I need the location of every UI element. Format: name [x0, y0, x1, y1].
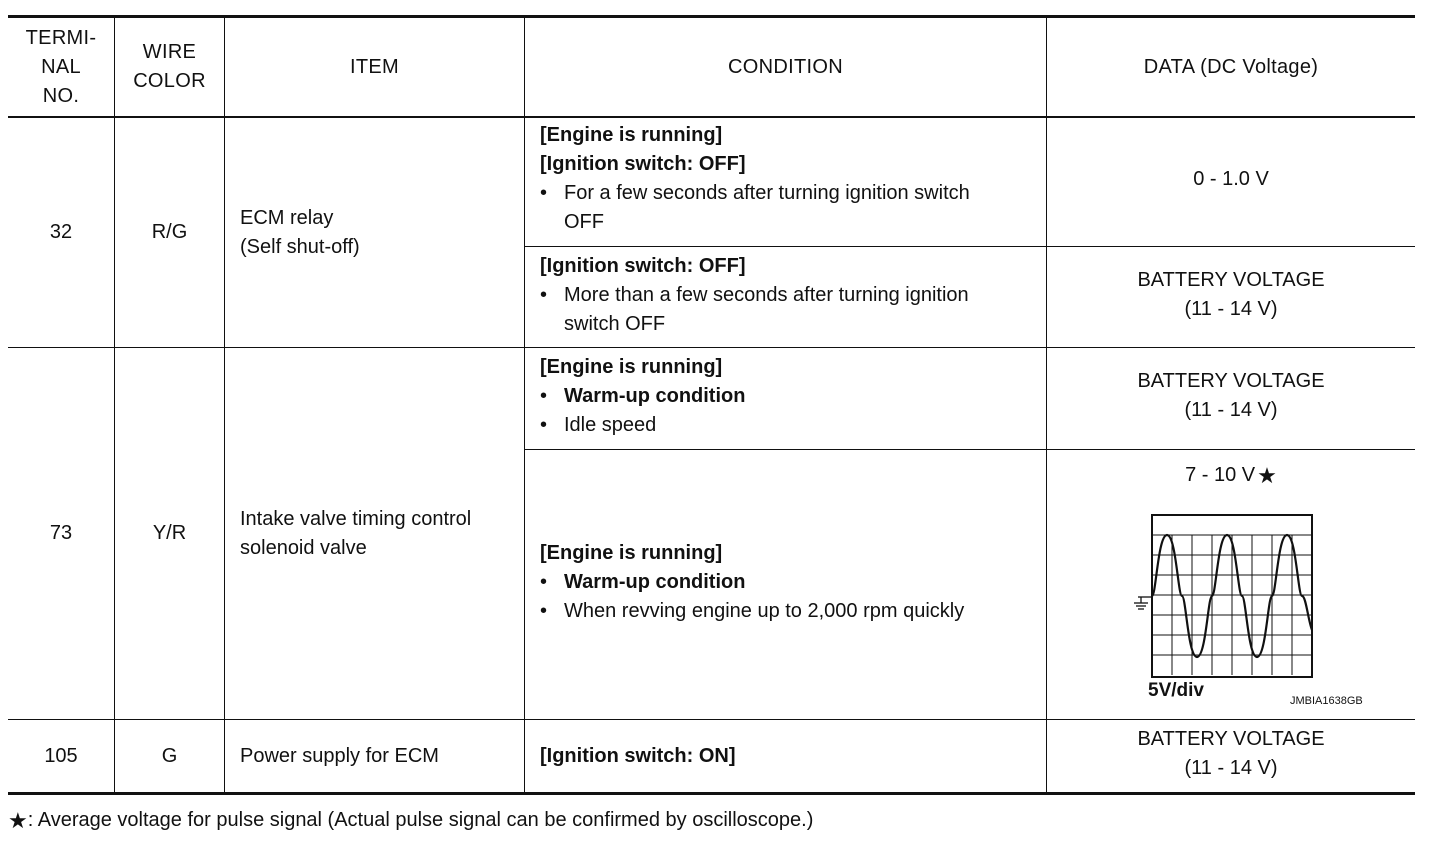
bullet-dot: • [540, 182, 548, 204]
ground-icon [1134, 597, 1152, 609]
header-data-label: DATA (DC Voltage) [1143, 55, 1319, 78]
bullet-text: Warm-up condition [564, 571, 746, 593]
header-condition [525, 18, 1046, 116]
condition-32-b [540, 252, 1040, 339]
item-line: ECM relay [240, 206, 334, 229]
item-105 [240, 720, 524, 792]
condition-bullet [540, 382, 1040, 411]
condition-state: [Ignition switch: OFF] [540, 153, 746, 175]
header-wire-line1: WIRE [142, 41, 197, 63]
item-line: Intake valve timing control [240, 507, 472, 530]
header-item [225, 18, 524, 116]
condition-state: [Engine is running] [540, 124, 723, 146]
condition-bullet [540, 568, 1040, 597]
terminal-no: 73 [49, 522, 73, 544]
condition-state: [Ignition switch: OFF] [540, 255, 746, 277]
terminal-73 [8, 348, 114, 719]
col-divider-3 [524, 15, 525, 795]
header-data [1047, 18, 1415, 116]
condition-bullet [540, 281, 1040, 339]
wire-color-73 [115, 348, 224, 719]
header-wire-line2: COLOR [133, 70, 206, 92]
terminal-no: 105 [44, 744, 78, 767]
subrow-divider-32 [525, 246, 1415, 247]
star-icon: ★ [8, 807, 28, 833]
subrow-divider-73 [525, 449, 1415, 450]
footnote-text: : Average voltage for pulse signal (Actual pulse signal can be confirmed by oscilloscope.) [27, 809, 814, 831]
condition-73-b [540, 539, 1040, 626]
item-73 [240, 348, 524, 719]
bullet-text: When revving engine up to 2,000 rpm quickly [564, 600, 965, 622]
item-32 [240, 118, 524, 347]
bullet-dot: • [540, 571, 548, 593]
terminal-105 [8, 720, 114, 792]
condition-bullet [540, 411, 1040, 440]
bullet-text: For a few seconds after turning ignition switch [564, 182, 970, 204]
condition-bullet [540, 179, 1040, 237]
item-line: solenoid valve [240, 536, 367, 559]
terminal-no: 32 [49, 221, 73, 243]
bullet-dot: • [540, 414, 548, 436]
header-condition-label: CONDITION [728, 55, 843, 78]
terminal-32 [8, 118, 114, 347]
data-value-range: (11 - 14 V) [1184, 298, 1278, 320]
data-73-b [1047, 461, 1415, 490]
condition-73-a [540, 353, 1040, 440]
condition-32-a [540, 121, 1040, 237]
bullet-dot: • [540, 600, 548, 622]
bullet-text: More than a few seconds after turning ignition [564, 284, 969, 306]
bullet-text: Idle speed [564, 414, 657, 436]
data-value-range: (11 - 14 V) [1184, 757, 1278, 779]
condition-bullet [540, 597, 1040, 626]
data-value: BATTERY VOLTAGE [1137, 269, 1325, 291]
scope-scale-label: 5V/div [1148, 680, 1204, 701]
data-value: BATTERY VOLTAGE [1137, 370, 1325, 392]
header-terminal-line2: NAL [41, 55, 81, 78]
data-73-a [1047, 367, 1415, 425]
footnote [8, 806, 813, 835]
item-line: Power supply for ECM [240, 744, 439, 767]
condition-state: [Ignition switch: ON] [540, 744, 736, 767]
table-bottom-border [8, 792, 1415, 795]
wire-color: G [161, 744, 178, 767]
item-line: (Self shut-off) [240, 235, 360, 258]
data-32-b [1047, 266, 1415, 324]
col-divider-2 [224, 15, 225, 795]
header-item-label: ITEM [350, 55, 399, 78]
wire-color: R/G [151, 221, 188, 243]
data-32-a [1047, 165, 1415, 194]
bullet-text-cont: OFF [564, 211, 604, 233]
condition-105 [540, 720, 1040, 792]
figure-code: JMBIA1638GB [1290, 695, 1363, 707]
data-value: 0 - 1.0 V [1193, 168, 1269, 190]
header-terminal-no [8, 18, 114, 116]
header-terminal-line1: TERMI- [25, 26, 97, 49]
data-value: 7 - 10 V [1185, 464, 1256, 486]
star-icon: ★ [1257, 462, 1277, 488]
wire-color-32 [115, 118, 224, 347]
data-105 [1047, 725, 1415, 783]
oscilloscope-waveform [1125, 510, 1395, 710]
data-value-range: (11 - 14 V) [1184, 399, 1278, 421]
header-terminal-line3: NO. [42, 84, 80, 107]
data-value: BATTERY VOLTAGE [1137, 728, 1325, 750]
wire-color-105 [115, 720, 224, 792]
condition-state: [Engine is running] [540, 356, 723, 378]
bullet-dot: • [540, 284, 548, 306]
header-wire-color [115, 18, 224, 116]
bullet-text: Warm-up condition [564, 385, 746, 407]
condition-state: [Engine is running] [540, 542, 723, 564]
bullet-text-cont: switch OFF [564, 313, 666, 335]
wire-color: Y/R [152, 522, 187, 544]
bullet-dot: • [540, 385, 548, 407]
